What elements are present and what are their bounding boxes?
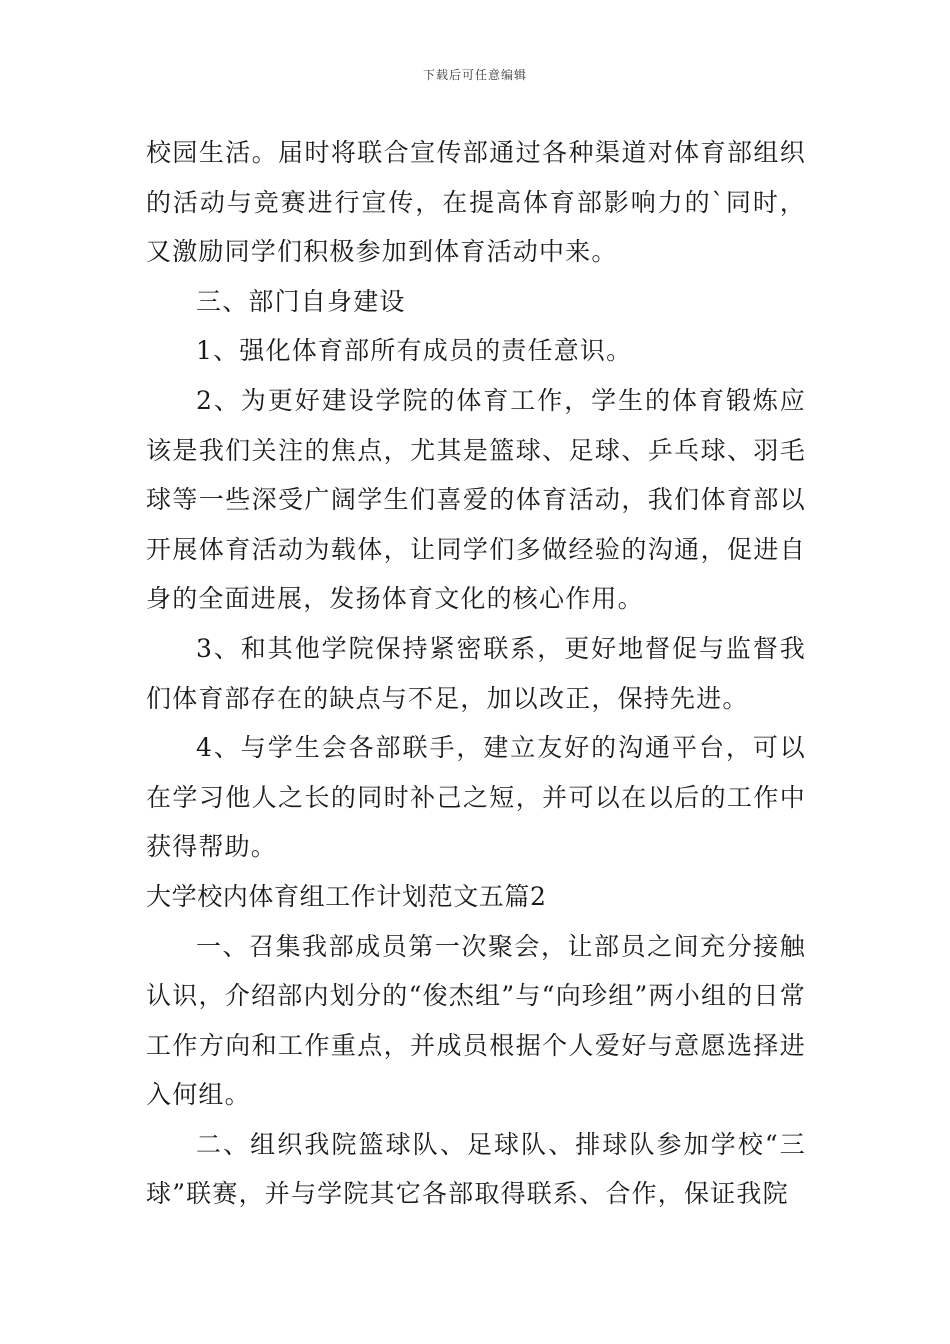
section-heading-3: 三、部门自身建设 — [196, 286, 406, 316]
article-title: 大学校内体育组工作计划范文五篇2 — [146, 881, 547, 911]
header-note: 下载后可任意编辑 — [422, 68, 527, 82]
document-body — [146, 128, 806, 1219]
paragraph-item-2: 2、为更好建设学院的体育工作，学生的体育锻炼应该是我们关注的焦点，尤其是篮球、足球、乒乓球、羽毛球等一些深受广阔学生们喜爱的体育活动，我们体育部以开展体育活动为载体，让同学们多做经验的沟通，促进自身的全面进展，发扬体育文化的核心作用。 — [146, 385, 806, 614]
paragraph-section-1: 一、召集我部成员第一次聚会，让部员之间充分接触认识，介绍部内划分的“俊杰组”与“向珍组”两小组的日常工作方向和工作重点，并成员根据个人爱好与意愿选择进入何组。 — [146, 931, 806, 1110]
paragraph-continuation: 校园生活。届时将联合宣传部通过各种渠道对体育部组织的活动与竞赛进行宣传，在提高体育部影响力的`同时，又激励同学们积极参加到体育活动中来。 — [146, 138, 806, 267]
paragraph-item-1: 1、强化体育部所有成员的责任意识。 — [196, 336, 633, 366]
paragraph-section-2: 二、组织我院篮球队、足球队、排球队参加学校“三球”联赛，并与学院其它各部取得联系、合作，保证我院 — [146, 1129, 806, 1209]
paragraph-item-4: 4、与学生会各部联手，建立友好的沟通平台，可以在学习他人之长的同时补己之短，并可以在以后的工作中获得帮助。 — [146, 733, 806, 862]
paragraph-item-3: 3、和其他学院保持紧密联系，更好地督促与监督我们体育部存在的缺点与不足，加以改正，保持先进。 — [146, 633, 806, 713]
